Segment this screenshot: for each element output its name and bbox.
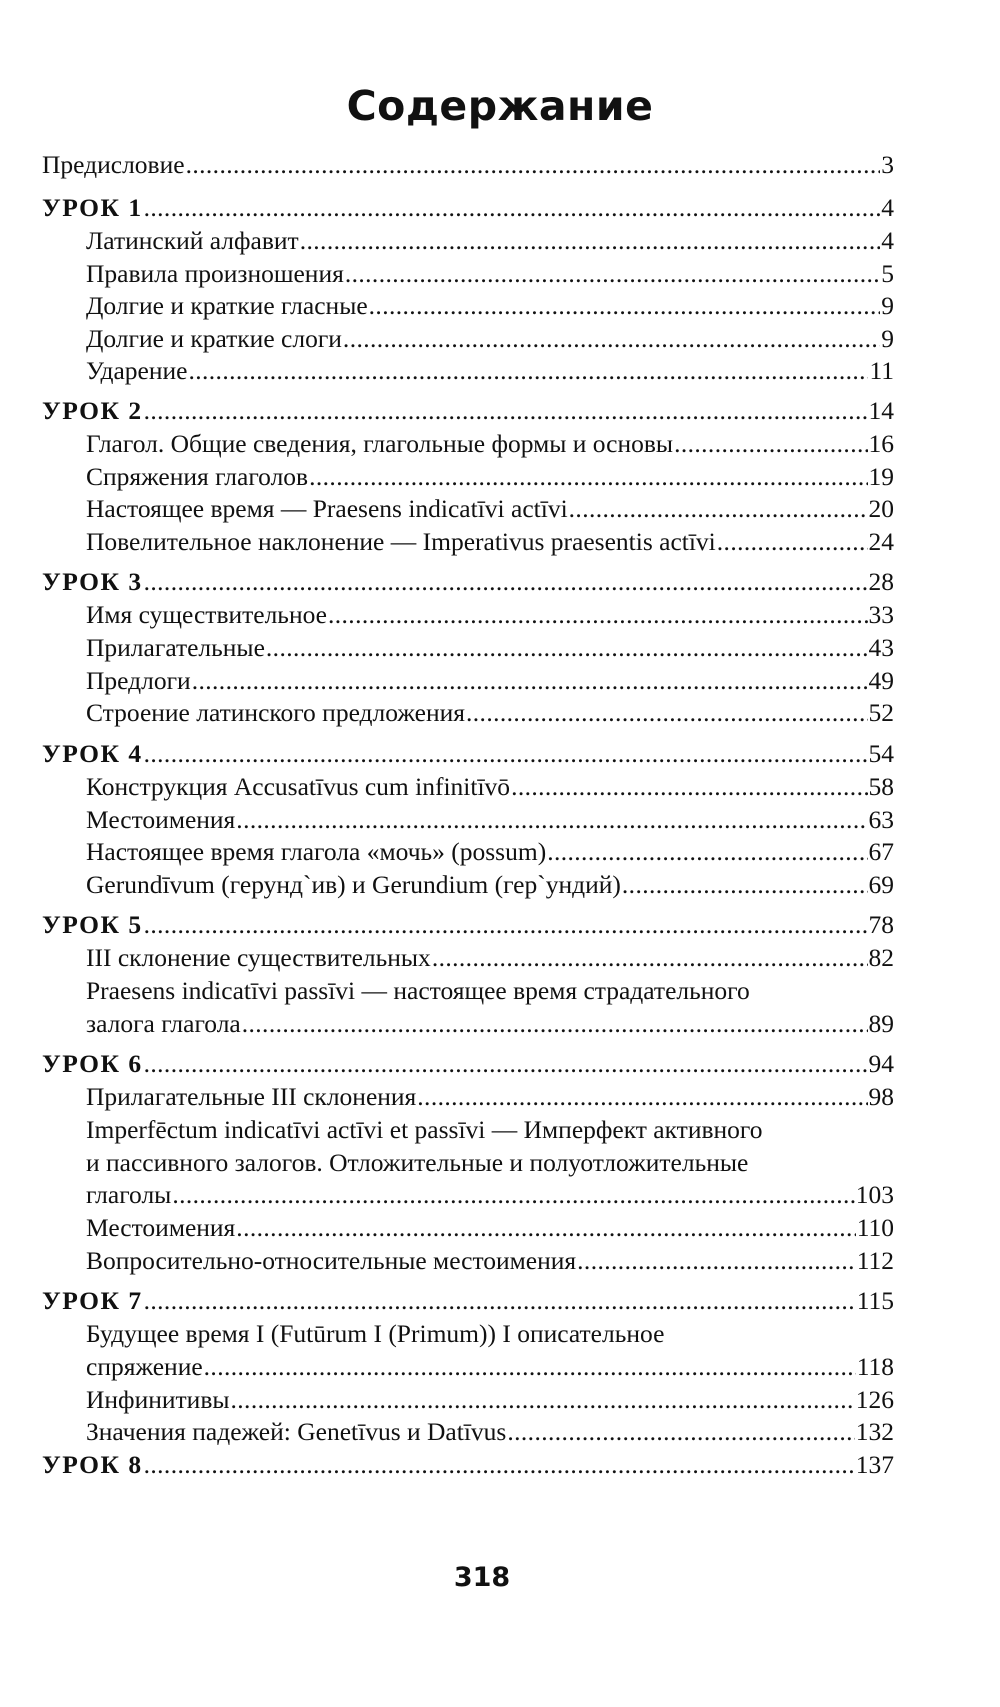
toc-page-number: 82 — [868, 943, 894, 972]
dot-leader — [204, 1349, 856, 1385]
dot-leader — [188, 353, 868, 389]
lesson-heading: УРОК 2 — [42, 396, 143, 425]
lesson-heading: УРОК 6 — [42, 1049, 143, 1078]
toc-entry — [86, 695, 894, 731]
toc-entry-label: Строение латинского предложения — [86, 698, 465, 727]
toc-page-number: 103 — [855, 1180, 894, 1209]
toc-entry-line: Будущее время I (Futūrum I (Primum)) I описательное — [86, 1319, 665, 1348]
toc-entry-line: и пассивного залогов. Отложительные и полуотложительные — [86, 1148, 749, 1177]
dot-leader — [236, 1210, 855, 1246]
toc-entry — [86, 597, 894, 633]
toc-page-number: 118 — [856, 1352, 894, 1381]
toc-entry-label: Глагол. Общие сведения, глагольные формы и основы — [86, 429, 674, 458]
lesson-heading: УРОК 5 — [42, 910, 143, 939]
toc-page-number: 3 — [881, 150, 894, 179]
toc-page-number: 16 — [868, 429, 894, 458]
toc-entry-label: Предисловие — [42, 150, 185, 179]
toc-entry-label: Правила произношения — [86, 259, 344, 288]
dot-leader — [417, 1079, 867, 1115]
toc-page-number: 4 — [881, 193, 894, 222]
dot-leader — [144, 736, 868, 772]
toc-lesson-8 — [42, 1447, 894, 1483]
lesson-heading: УРОК 4 — [42, 739, 143, 768]
toc-entry-preface — [42, 147, 894, 183]
toc-page-number: 33 — [868, 600, 894, 629]
toc-page-number: 28 — [868, 567, 894, 596]
toc-page-number: 115 — [856, 1286, 894, 1315]
toc-entry — [86, 1210, 894, 1246]
toc-page-number: 67 — [868, 837, 894, 866]
toc-page-number: 132 — [855, 1417, 894, 1446]
toc-page-number: 24 — [868, 527, 894, 556]
toc-entry — [86, 867, 894, 903]
toc-entry — [86, 426, 894, 462]
lesson-heading: УРОК 3 — [42, 567, 143, 596]
toc-entry-label: Местоимения — [86, 1213, 236, 1242]
toc-entry-label: Местоимения — [86, 805, 236, 834]
toc-entry-line: Imperfēctum indicatīvi actīvi et passīvi — Имперфект активного — [86, 1115, 763, 1144]
toc-entry-label: Ударение — [86, 356, 188, 385]
toc-entry — [86, 1414, 894, 1450]
toc-entry — [86, 491, 894, 527]
toc-lesson-7 — [42, 1283, 894, 1319]
toc-entry — [86, 834, 894, 870]
dot-leader — [577, 1243, 856, 1279]
toc-entry — [86, 1177, 894, 1213]
dot-leader — [432, 940, 868, 976]
dot-leader — [345, 256, 880, 292]
toc-entry-label: Прилагательные — [86, 633, 265, 662]
toc-entry — [86, 1006, 894, 1042]
toc-entry — [86, 802, 894, 838]
lesson-heading: УРОК 7 — [42, 1286, 143, 1315]
toc-entry — [86, 288, 894, 324]
toc-page-number: 19 — [868, 462, 894, 491]
dot-leader — [300, 223, 881, 259]
dot-leader — [328, 597, 868, 633]
dot-leader — [343, 321, 880, 357]
toc-page-number: 9 — [881, 291, 894, 320]
toc-entry-label: Спряжения глаголов — [86, 462, 309, 491]
toc-page-number: 89 — [868, 1009, 894, 1038]
dot-leader — [144, 190, 881, 226]
toc-entry-label: Настоящее время глагола «мочь» (possum) — [86, 837, 547, 866]
lesson-heading: УРОК 1 — [42, 193, 143, 222]
toc-lesson-6 — [42, 1046, 894, 1082]
dot-leader — [192, 663, 868, 699]
toc-entry — [86, 1243, 894, 1279]
toc-page-number: 110 — [856, 1213, 894, 1242]
toc-entry — [86, 663, 894, 699]
toc-entry — [86, 524, 894, 560]
toc-entry-label: Латинский алфавит — [86, 226, 299, 255]
toc-page-number: 52 — [868, 698, 894, 727]
toc-entry-label: Значения падежей: Genetīvus и Datīvus — [86, 1417, 507, 1446]
page-title: Содержание — [346, 82, 654, 130]
dot-leader — [569, 491, 868, 527]
toc-entry-label: Инфинитивы — [86, 1385, 230, 1414]
toc-entry-label: Прилагательные III склонения — [86, 1082, 417, 1111]
toc-entry-label: Вопросительно-относительные местоимения — [86, 1246, 577, 1275]
toc-entry-label: Повелительное наклонение — Imperativus praesentis actīvi — [86, 527, 716, 556]
dot-leader — [172, 1177, 854, 1213]
dot-leader — [144, 564, 868, 600]
dot-leader — [547, 834, 867, 870]
toc-entry — [86, 1079, 894, 1115]
toc-entry — [86, 630, 894, 666]
dot-leader — [144, 907, 868, 943]
dot-leader — [266, 630, 868, 666]
toc-page-number: 9 — [881, 324, 894, 353]
toc-page-number: 137 — [855, 1450, 894, 1479]
toc-lesson-1 — [42, 190, 894, 226]
dot-leader — [144, 1447, 855, 1483]
toc-entry — [86, 459, 894, 495]
toc-entry-label: Имя существительное — [86, 600, 327, 629]
toc-page-number: 112 — [856, 1246, 894, 1275]
toc-entry-label: залога глагола — [86, 1009, 241, 1038]
toc-page-number: 54 — [868, 739, 894, 768]
toc-lesson-3 — [42, 564, 894, 600]
toc-page-number: 69 — [868, 870, 894, 899]
toc-page-number: 94 — [868, 1049, 894, 1078]
dot-leader — [231, 1382, 855, 1418]
toc-entry-label: глаголы — [86, 1180, 172, 1209]
toc-entry-label: Долгие и краткие слоги — [86, 324, 342, 353]
toc-entry — [86, 223, 894, 259]
dot-leader — [236, 802, 867, 838]
toc-entry-label: Предлоги — [86, 666, 191, 695]
toc-entry — [86, 769, 894, 805]
toc-page-number: 78 — [868, 910, 894, 939]
toc-entry — [86, 353, 894, 389]
toc-lesson-4 — [42, 736, 894, 772]
dot-leader — [466, 695, 868, 731]
dot-leader — [369, 288, 881, 324]
dot-leader — [242, 1006, 868, 1042]
page-number: 318 — [453, 1562, 511, 1593]
toc-entry-label: Конструкция Accusatīvus cum infinitīvō — [86, 772, 511, 801]
dot-leader — [717, 524, 868, 560]
toc-entry — [86, 940, 894, 976]
toc-page-number: 14 — [868, 396, 894, 425]
toc-page-number: 5 — [881, 259, 894, 288]
toc-page-number: 98 — [868, 1082, 894, 1111]
toc-page-number: 43 — [868, 633, 894, 662]
toc-entry — [86, 321, 894, 357]
toc-page-number: 20 — [868, 494, 894, 523]
toc-entry-label: спряжение — [86, 1352, 203, 1381]
toc-page-number: 49 — [868, 666, 894, 695]
toc-entry — [86, 1349, 894, 1385]
toc-entry-line: Praesens indicatīvi passīvi — настоящее время страдательного — [86, 976, 750, 1005]
toc-entry-label: III склонение существительных — [86, 943, 431, 972]
toc-lesson-5 — [42, 907, 894, 943]
toc-entry-label: Настоящее время — Praesens indicatīvi actīvi — [86, 494, 568, 523]
dot-leader — [144, 1046, 868, 1082]
dot-leader — [144, 393, 868, 429]
lesson-heading: УРОК 8 — [42, 1450, 143, 1479]
toc-entry-label: Gerundīvum (герунд`ив) и Gerundium (гер`ундий) — [86, 870, 621, 899]
toc-page-number: 58 — [868, 772, 894, 801]
dot-leader — [309, 459, 867, 495]
dot-leader — [622, 867, 868, 903]
toc-entry — [86, 256, 894, 292]
toc-entry-label: Долгие и краткие гласные — [86, 291, 368, 320]
dot-leader — [507, 1414, 854, 1450]
dot-leader — [144, 1283, 856, 1319]
toc-lesson-2 — [42, 393, 894, 429]
toc-page-number: 4 — [881, 226, 894, 255]
dot-leader — [674, 426, 867, 462]
dot-leader — [186, 147, 881, 183]
toc-page-number: 126 — [855, 1385, 894, 1414]
toc-entry — [86, 1382, 894, 1418]
toc-page-number: 63 — [868, 805, 894, 834]
toc-page-number: 11 — [869, 356, 894, 385]
dot-leader — [511, 769, 867, 805]
